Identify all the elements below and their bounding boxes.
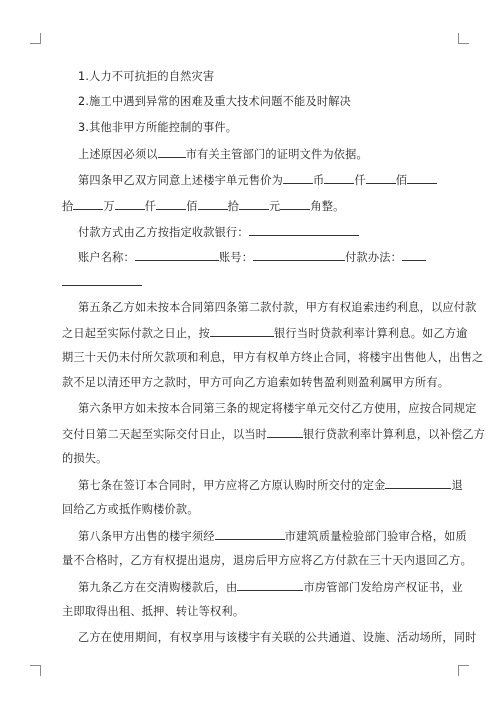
blank-field[interactable] xyxy=(62,274,142,286)
crop-mark-top-right xyxy=(458,33,469,44)
blank-field[interactable] xyxy=(73,198,103,210)
blank-field[interactable] xyxy=(210,325,274,337)
blank-field[interactable] xyxy=(407,172,437,184)
clause-line: 第八条甲方出售的楼宇须经 市建筑质量检验部门验审合格，如质 xyxy=(78,530,467,543)
clause-line: 拾 万 仟 佰 拾 元 角整。 xyxy=(62,200,345,213)
clause-line: 主即取得出租、抵押、转让等权利。 xyxy=(62,605,245,618)
clause-line: 的损失。 xyxy=(62,452,108,465)
blank-field[interactable] xyxy=(253,249,345,261)
blank-field[interactable] xyxy=(158,146,186,158)
clause-line: 之日起至实际付款之日止，按 银行当时贷款利率计算利息。如乙方逾 xyxy=(62,327,468,340)
blank-field[interactable] xyxy=(385,477,451,489)
blank-field[interactable] xyxy=(402,249,426,261)
blank-field[interactable] xyxy=(115,198,145,210)
crop-mark-bottom-right xyxy=(458,665,469,676)
clause-line: 上述原因必须以 市有关主管部门的证明文件为依据。 xyxy=(78,148,368,161)
blank-field[interactable] xyxy=(198,198,228,210)
blank-field[interactable] xyxy=(280,198,310,210)
blank-field[interactable] xyxy=(215,528,285,540)
clause-line: 付款方式由乙方按指定收款银行： xyxy=(62,224,359,241)
clause-line: 交付日第二天起至实际交付日止，以当时 银行贷款利率计算利息，以补偿乙方 xyxy=(62,428,486,441)
crop-mark-top-left xyxy=(30,33,41,44)
clause-line: 1.人力不可抗拒的自然灾害 xyxy=(78,70,215,83)
clause-line: 期三十天仍未付所欠款项和利息，甲方有权单方终止合同，将楼宇出售他人，出售之 xyxy=(62,351,484,364)
blank-field[interactable] xyxy=(366,172,396,184)
clause-line: 账户名称： 账号： 付款办法： xyxy=(62,249,426,266)
clause-line: 量不合格时，乙方有权提出退房，退房后甲方应将乙方付款在三十天内退回乙方。 xyxy=(62,554,472,567)
blank-field[interactable] xyxy=(324,172,354,184)
clause-line: 第九条乙方在交清购楼款后，由 市房管部门发给房产权证书，业 xyxy=(78,581,463,594)
blank-field[interactable] xyxy=(237,579,303,591)
clause-line: 乙方在使用期间，有权享用与该楼宇有关联的公共通道、设施、活动场所，同时 xyxy=(78,631,477,644)
clause-line: 第七条在签订本合同时，甲方应将乙方原认购时所交付的定金 退 xyxy=(78,479,463,492)
blank-field[interactable] xyxy=(135,249,219,261)
clause-line: 款不足以清还甲方之款时，甲方可向乙方追索如转售盈利则盈利属甲方所有。 xyxy=(62,376,450,389)
clause-line: 第四条甲乙双方同意上述楼宇单元售价为 币 仟 佰 xyxy=(62,172,437,189)
clause-line: 3.其他非甲方所能控制的事件。 xyxy=(78,121,238,134)
clause-line: 第六条甲方如未按本合同第三条的规定将楼宇单元交付乙方使用，应按合同规定 xyxy=(78,402,477,415)
blank-field[interactable] xyxy=(267,426,303,438)
clause-line: 回给乙方或抵作购楼价款。 xyxy=(62,503,199,516)
blank-field[interactable] xyxy=(239,198,269,210)
blank-field[interactable] xyxy=(249,224,359,236)
clause-line: 2.施工中遇到异常的困难及重大技术问题不能及时解决 xyxy=(78,95,351,108)
blank-field[interactable] xyxy=(283,172,313,184)
clause-line: 第五条乙方如未按本合同第四条第二款付款，甲方有权追索违约利息，以应付款 xyxy=(78,301,477,314)
clause-line xyxy=(62,274,142,291)
crop-mark-bottom-left xyxy=(30,665,41,676)
blank-field[interactable] xyxy=(156,198,186,210)
